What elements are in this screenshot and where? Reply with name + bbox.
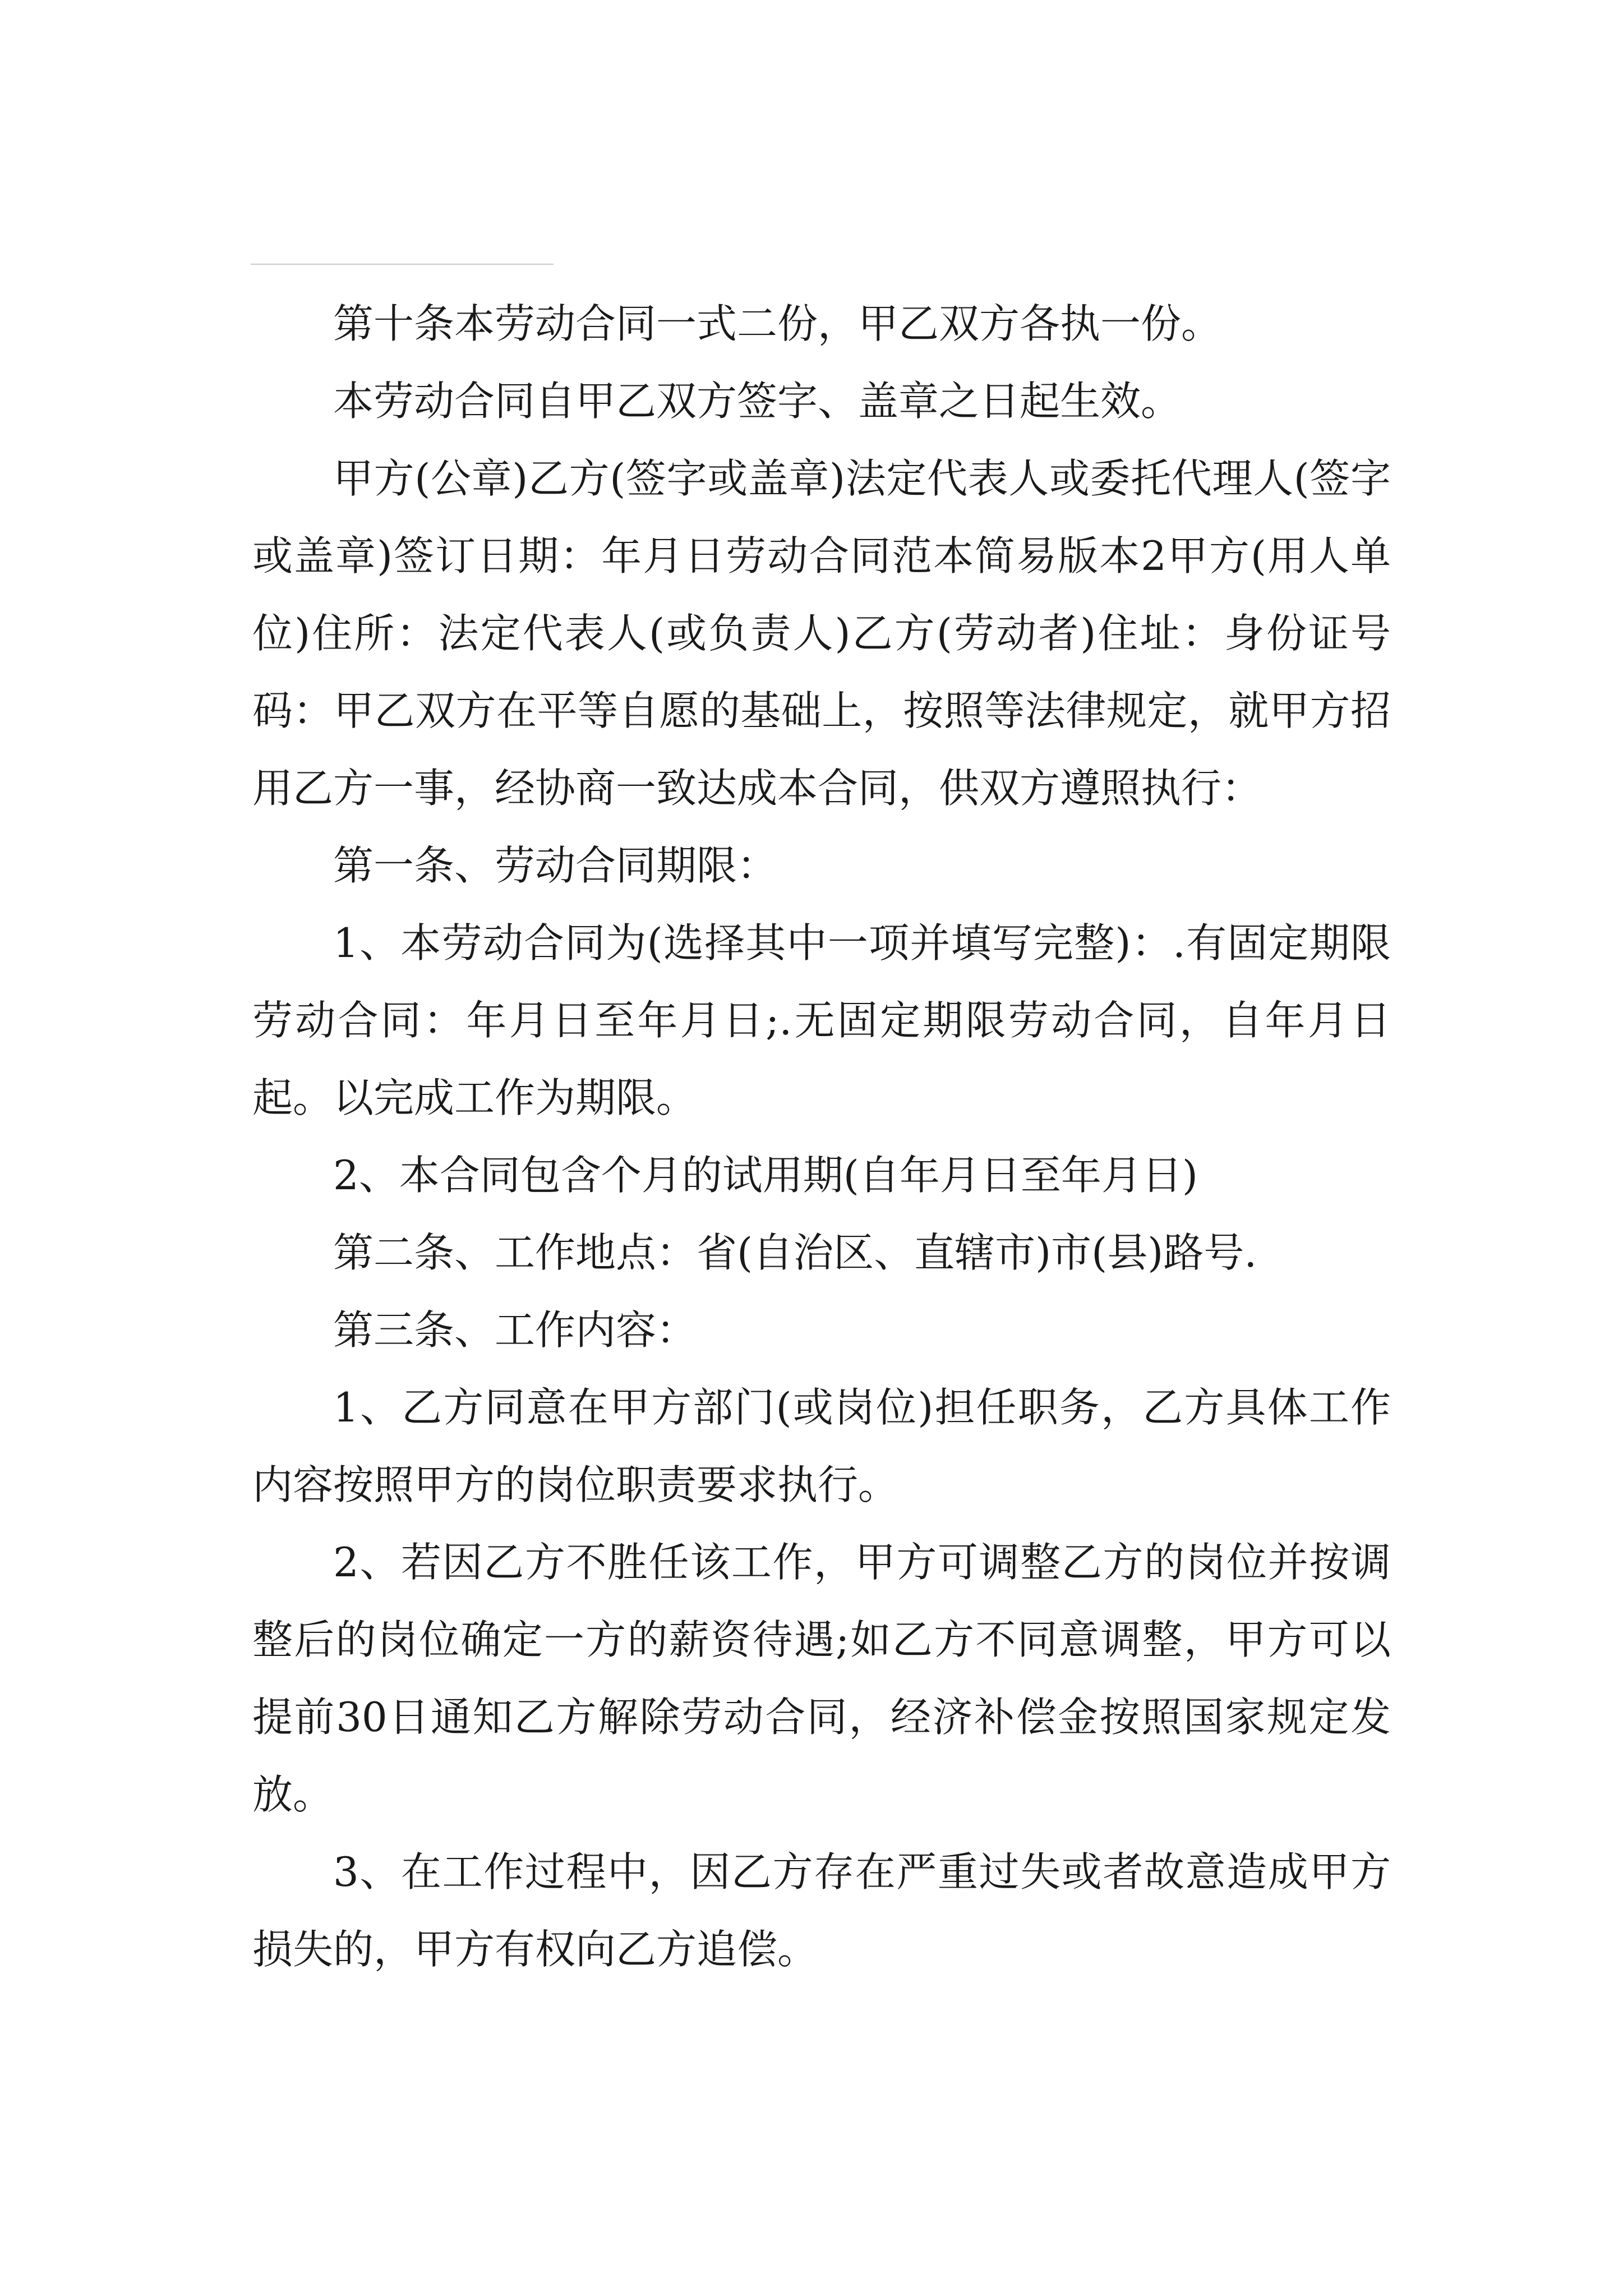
paragraph-article-3-item-3: 3、在工作过程中，因乙方存在严重过失或者故意造成甲方损失的，甲方有权向乙方追偿。	[252, 1848, 1391, 1973]
paragraph-article-1-item-2: 2、本合同包含个月的试用期(自年月日至年月日)	[333, 1152, 1198, 1199]
header-rule	[251, 264, 554, 265]
contract-body	[252, 285, 1391, 1988]
paragraph-article-1-heading: 第一条、劳动合同期限：	[333, 842, 778, 889]
paragraph-article-3-item-2: 2、若因乙方不胜任该工作，甲方可调整乙方的岗位并按调整后的岗位确定一方的薪资待遇;如乙方不同意调整，甲方可以提前30日通知乙方解除劳动合同，经济补偿金按照国家规定发放。	[252, 1539, 1391, 1818]
paragraph-clause-10: 第十条本劳动合同一式二份，甲乙双方各执一份。	[333, 300, 1222, 347]
paragraph-article-2: 第二条、工作地点：省(自治区、直辖市)市(县)路号.	[333, 1229, 1257, 1276]
paragraph-signatures-and-parties: 甲方(公章)乙方(签字或盖章)法定代表人或委托代理人(签字或盖章)签订日期：年月日劳动合同范本简易版本2甲方(用人单位)住所：法定代表人(或负责人)乙方(劳动者)住址：身份证号码：甲乙双方在平等自愿的基础上，按照等法律规定，就甲方招用乙方一事，经协商一致达成本合同，供双方遵照执行：	[252, 455, 1391, 812]
paragraph-article-3-heading: 第三条、工作内容：	[333, 1306, 697, 1354]
paragraph-effective: 本劳动合同自甲乙双方签字、盖章之日起生效。	[333, 378, 1182, 425]
paragraph-article-1-item-1: 1、本劳动合同为(选择其中一项并填写完整)：.有固定期限劳动合同：年月日至年月日;.无固定期限劳动合同，自年月日起。以完成工作为期限。	[252, 919, 1391, 1121]
paragraph-article-3-item-1: 1、乙方同意在甲方部门(或岗位)担任职务，乙方具体工作内容按照甲方的岗位职责要求执行。	[252, 1384, 1391, 1508]
